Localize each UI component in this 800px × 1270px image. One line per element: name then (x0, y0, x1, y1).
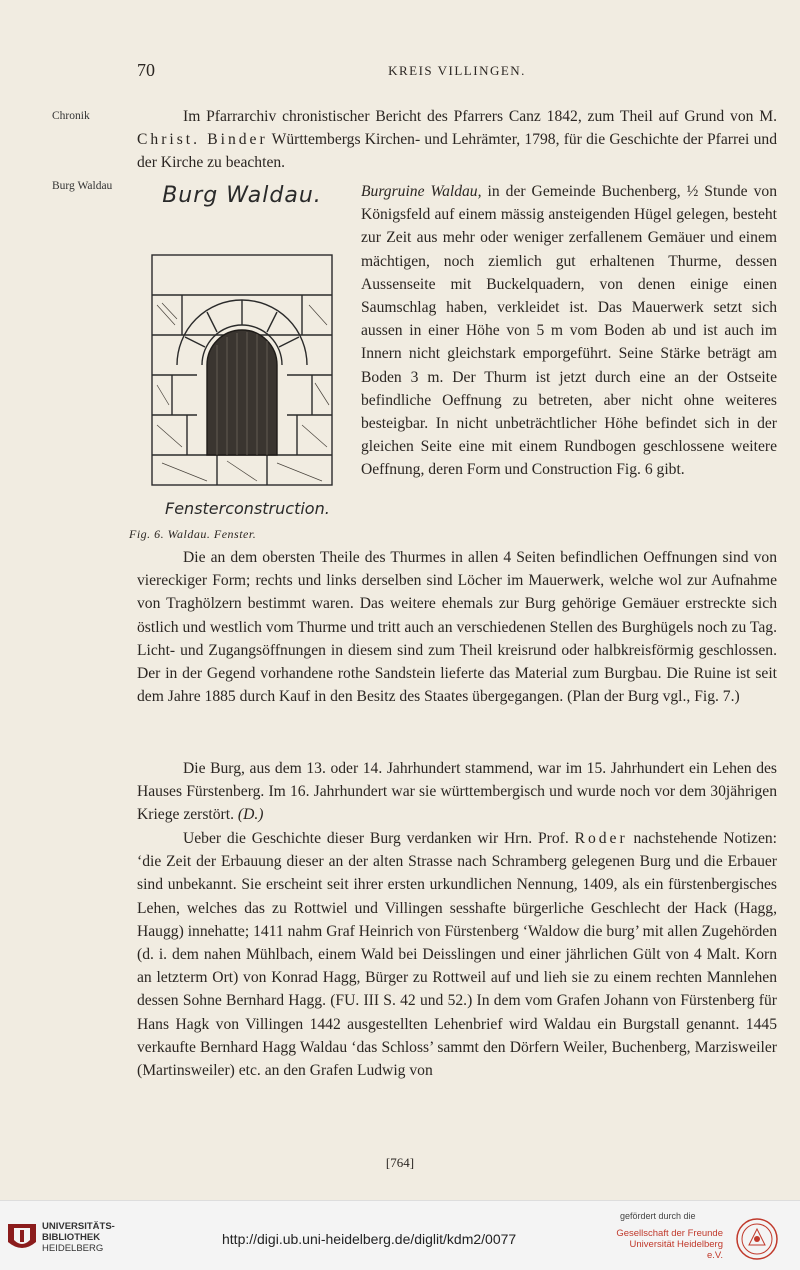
text-run: Christ. Binder (137, 131, 268, 149)
paragraph-geschichte (137, 757, 777, 827)
source-url-link[interactable]: http://digi.ub.uni-heidelberg.de/diglit/kdm2/0077 (222, 1231, 517, 1247)
figure-handwritten-label: Fensterconstruction. (165, 499, 330, 518)
digitization-footer (0, 1200, 800, 1270)
library-name: UNIVERSITÄTS- BIBLIOTHEK HEIDELBERG (42, 1221, 115, 1254)
paragraph-burgruine (361, 180, 777, 482)
window-opening (207, 330, 277, 455)
page-header (137, 60, 777, 84)
text-run: Roder (574, 830, 628, 847)
window-drawing (137, 215, 347, 500)
text-run: nachstehende Notizen: ‘die Zeit der Erbauung dieser an der alten Strasse nach Schramberg gelegenen Burg und die Erbauer sind unbekannt. Sie erscheint seit ihrer ersten urkundlichen Nennung, 1409, als ein fürstenbergisches Lehen, welches das zu Rottwiel und Villingen sesshafte bürgerliche Geschlecht der Hack (Hagg, Haugg) innehatte; 1411 nahm Graf Heinrich von Fürstenberg ‘Waldow die burg’ mit allen Zugehörden (d. i. dem nahen Mühlbach, einem Wald bei Deisslingen und einer jährlichen Gült von 4 Malt. Korn an letzterm Ort) von Konrad Hagg, Bürger zu Rottweil auf und lieh sie zu einem rechten Mannlehen dessen Sohne Bernhard Hagg. (FU. III S. 42 und 52.) In dem vom Grafen Johann von Fürstenberg für Hans Hagk von Villingen 1442 ausgestellten Lehenbrief wird Waldau ein Burgstall genannt. 1445 verkaufte Bernhard Hagg Waldau ‘das Schloss’ sammt den Dörfern Weiler, Buchenberg, Marzisweiler (Martinsweiler) etc. an den Grafen Ludwig von (137, 830, 777, 1080)
figure-handwritten-title: Burg Waldau. (162, 183, 322, 208)
margin-note-burg-waldau: Burg Waldau (52, 180, 113, 192)
text-run: Ueber die Geschichte dieser Burg verdanken wir Hrn. Prof. (183, 830, 575, 847)
sponsor-name: Gesellschaft der Freunde Universität Heidelberg e.V. (616, 1228, 723, 1261)
figure-window-construction (129, 183, 347, 555)
library-logo-icon (6, 1218, 38, 1256)
paragraph-chronik (137, 105, 777, 175)
text-run: Die an dem obersten Theile des Thurmes in allen 4 Seiten befindlichen Oeffnungen sind von viereckiger Form; rechts und links derselben sind Löcher im Mauerwerk, welche wol zur Aufnahme von Traghölzern bestimmt waren. Das weitere ehemals zur Burg gehörige Gemäuer erstreckte sich östlich und westlich vom Thurme und tritt auch an verschiedenen Stellen des Burghügels noch zu Tag. Licht- und Zugangsöffnungen in diesem sind zum Theil kreisrund oder halbkreisförmig geschlossen. Der in der Gegend vorhandene rothe Sandstein lieferte das Material zum Burgbau. Die Ruine ist seit dem Jahre 1885 durch Kauf in den Besitz des Staates übergegangen. (Plan der Burg vgl., Fig. 7.) (137, 549, 777, 706)
text-run: in der Gemeinde Buchenberg, ½ Stunde von Königsfeld auf einem mässig ansteigenden Hügel gelegen, besteht zur Zeit aus mehr oder weniger zerfallenem Gemäuer und einem mächtigen, noch ziemlich gut erhaltenen Thurme, dessen Aussenseite mit Buckelquadern, von denen einige einen Saumschlag haben, verkleidet ist. Das Mauerwerk setzt sich aussen in einer Höhe von 5 m vom Boden ab und ist auch im Innern nicht gleichstark emporgeführt. Seine Stärke beträgt am Boden 3 m. Der Thurm ist jetzt durch eine an der Ostseite befindliche Oeffnung zu betreten, aber nicht ohne weiteres besteigbar. In nicht unbeträchtlicher Höhe befindet sich in der gleichen Seite eine mit einem Rundbogen geschlossene weitere Oeffnung, deren Form und Construction Fig. 6 gibt. (361, 183, 777, 479)
university-seal-icon (735, 1217, 779, 1261)
text-run: (D.) (237, 806, 264, 824)
text-run: Burgruine Waldau, (361, 183, 482, 200)
text-run: Württembergs Kirchen- und Lehrämter, 1798, für die Geschichte der Pfarrei und der Kirche zu beachten. (137, 131, 777, 172)
figure-caption: Fig. 6. Waldau. Fenster. (129, 527, 257, 541)
margin-note-chronik: Chronik (52, 110, 90, 122)
text-run: Im Pfarrarchiv chronistischer Bericht des Pfarrers Canz 1842, zum Theil auf Grund von M. (183, 108, 777, 125)
sponsor-label: gefördert durch die (620, 1211, 696, 1221)
print-page-number: [764] (385, 1155, 415, 1170)
page-number: 70 (137, 60, 155, 80)
paragraph-oeffnungen (137, 546, 777, 708)
paragraph-roder (137, 827, 777, 1082)
text-run: Die Burg, aus dem 13. oder 14. Jahrhundert stammend, war im 15. Jahrhundert ein Lehen des Hauses Fürstenberg. Im 16. Jahrhundert war sie württembergisch und wurde noch vor dem 30jährigen Kriege zerstört. (137, 760, 777, 824)
running-title: KREIS VILLINGEN. (388, 63, 526, 78)
